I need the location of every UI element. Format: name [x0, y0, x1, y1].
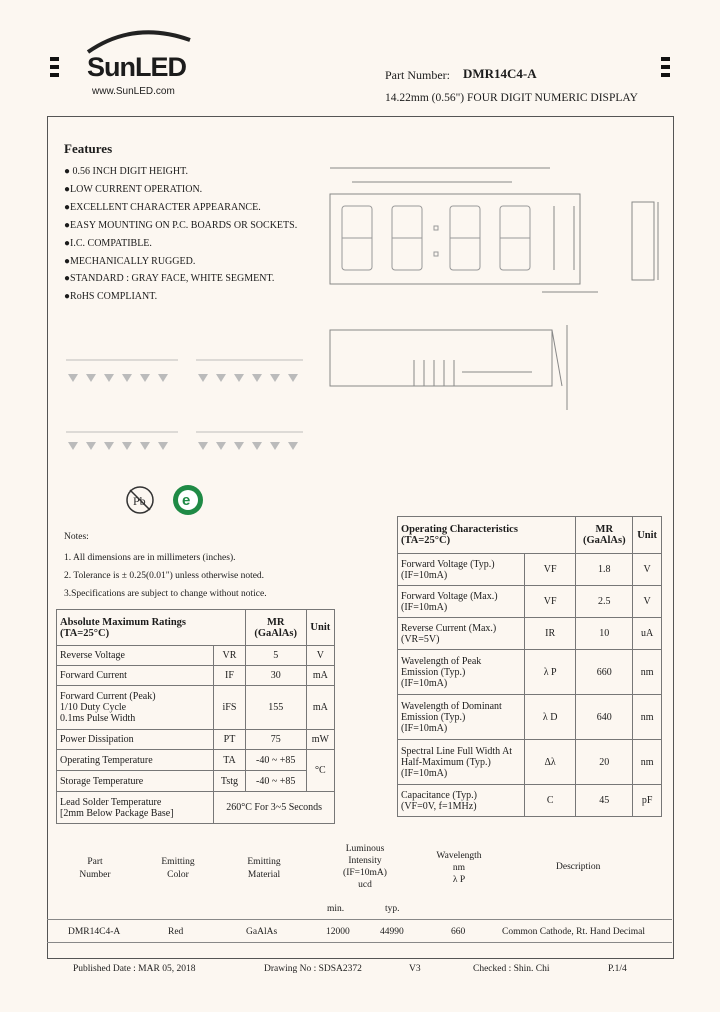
header-line: Part — [87, 857, 103, 867]
sel-typ: 44990 — [380, 927, 404, 937]
param-cell — [398, 695, 525, 740]
header-line: λ P — [452, 875, 466, 885]
table-row — [398, 740, 662, 785]
value-cell: 2.5 — [576, 586, 633, 618]
feature-item: ●EXCELLENT CHARACTER APPEARANCE. — [64, 201, 261, 213]
symbol-cell: λ P — [525, 650, 576, 695]
table-row — [57, 792, 335, 824]
header-line: Wavelength — [436, 851, 482, 861]
param-cell: Reverse Voltage — [57, 646, 214, 666]
param-cell: Power Dissipation — [57, 730, 214, 750]
param-cell — [398, 554, 525, 586]
table-row — [398, 650, 662, 695]
feature-item: ● 0.56 INCH DIGIT HEIGHT. — [64, 166, 188, 177]
sel-part-number: DMR14C4-A — [68, 927, 121, 937]
value-cell: 45 — [576, 785, 633, 817]
solder-label: [2mm Below Package Base] — [60, 807, 174, 819]
value-cell: 640 — [576, 695, 633, 740]
table-row — [57, 646, 335, 666]
symbol-cell: VR — [214, 646, 245, 666]
param-line: Forward Voltage (Max.) — [401, 590, 498, 602]
sel-header-description: Description — [556, 862, 601, 872]
sel-header-wavelength — [424, 850, 494, 886]
header-line: Material — [247, 870, 281, 880]
table-row — [57, 730, 335, 750]
feature-item: ●I.C. COMPATIBLE. — [64, 237, 152, 249]
notes-title: Notes: — [64, 532, 89, 542]
symbol-cell: IR — [525, 618, 576, 650]
table-row — [57, 686, 335, 730]
unit-cell: V — [633, 554, 662, 586]
param-cell: Storage Temperature — [57, 771, 214, 792]
op-char-condition: (TA=25°C) — [401, 535, 451, 546]
sel-header-material — [236, 856, 292, 882]
table-row — [57, 750, 335, 771]
param-line: (IF=10mA) — [401, 677, 448, 689]
table-row — [398, 785, 662, 817]
param-cell — [398, 740, 525, 785]
operating-characteristics-table — [397, 516, 662, 817]
param-line: Forward Current (Peak) — [60, 691, 156, 702]
param-cell — [398, 650, 525, 695]
symbol-cell: Tstg — [214, 771, 245, 792]
brand-logo-text: SunLED — [87, 52, 186, 82]
sel-color: Red — [168, 927, 184, 937]
param-cell — [398, 586, 525, 618]
symbol-cell: PT — [214, 730, 245, 750]
unit-cell: nm — [633, 650, 662, 695]
header-line: nm — [452, 863, 466, 873]
footer-page: P.1/4 — [608, 964, 627, 974]
param-line: Capacitance (Typ.) — [401, 789, 477, 801]
header-line: Number — [79, 870, 111, 880]
param-line: (IF=10mA) — [401, 722, 448, 734]
unit-cell: nm — [633, 740, 662, 785]
param-line: 1/10 Duty Cycle — [60, 702, 127, 713]
value-cell: 660 — [576, 650, 633, 695]
divider — [47, 942, 672, 943]
brand-url: www.SunLED.com — [92, 86, 175, 97]
param-line: Wavelength of Peak — [401, 655, 482, 667]
symbol-cell: λ D — [525, 695, 576, 740]
feature-item: ●RoHS COMPLIANT. — [64, 291, 158, 303]
product-subtitle: 14.22mm (0.56") FOUR DIGIT NUMERIC DISPLAY — [385, 92, 638, 104]
param-line: 0.1ms Pulse Width — [60, 713, 136, 724]
param-line: Half-Maximum (Typ.) — [401, 756, 491, 768]
note-item: 1. All dimensions are in millimeters (inches). — [64, 553, 236, 563]
sel-header-color — [150, 856, 206, 882]
value-cell: 10 — [576, 618, 633, 650]
param-line: Emission (Typ.) — [401, 711, 466, 723]
unit-cell: mA — [306, 666, 334, 686]
symbol-cell: Δλ — [525, 740, 576, 785]
symbol-cell: TA — [214, 750, 245, 771]
circuit-diagram — [58, 330, 308, 470]
header-line: Luminous — [345, 844, 385, 854]
abs-max-title: Absolute Maximum Ratings — [60, 616, 187, 628]
abs-max-col-mr: MR — [266, 616, 285, 628]
notes-list — [64, 549, 267, 603]
abs-max-col-mat: (GaAlAs) — [254, 627, 297, 639]
solder-label: Lead Solder Temperature — [60, 796, 162, 808]
header-line: ucd — [358, 880, 372, 890]
sel-header-typ: typ. — [385, 904, 400, 914]
note-item: 3.Specifications are subject to change without notice. — [64, 589, 267, 599]
op-char-col-mr: MR — [595, 524, 614, 535]
pb-free-icon — [124, 484, 156, 516]
value-cell: -40 ~ +85 — [245, 771, 306, 792]
abs-max-col-unit: Unit — [306, 610, 334, 646]
header-line: Emitting — [247, 857, 281, 867]
op-char-col-mat: (GaAlAs) — [583, 535, 626, 546]
feature-item: ●MECHANICALLY RUGGED. — [64, 255, 196, 267]
absolute-max-ratings-table — [56, 609, 335, 824]
sel-description: Common Cathode, Rt. Hand Decimal — [502, 927, 646, 937]
features-list — [64, 163, 297, 306]
sel-wavelength: 660 — [451, 927, 466, 937]
feature-item: ●EASY MOUNTING ON P.C. BOARDS OR SOCKETS. — [64, 219, 298, 231]
param-line: Emission (Typ.) — [401, 666, 466, 678]
unit-cell: nm — [633, 695, 662, 740]
op-char-title: Operating Characteristics — [401, 524, 518, 535]
table-row — [398, 586, 662, 618]
footer-checked: Checked : Shin. Chi — [473, 964, 550, 974]
header-line: Color — [167, 870, 189, 880]
param-cell — [398, 618, 525, 650]
symbol-cell: iFS — [214, 686, 245, 730]
table-row — [398, 618, 662, 650]
param-cell: Operating Temperature — [57, 750, 214, 771]
param-cell — [57, 686, 214, 730]
unit-cell: mA — [306, 686, 334, 730]
footer-version: V3 — [409, 964, 421, 974]
symbol-cell: IF — [214, 666, 245, 686]
param-line: (VR=5V) — [401, 633, 440, 645]
value-cell: 20 — [576, 740, 633, 785]
features-title: Features — [64, 141, 113, 156]
svg-text:Pb: Pb — [133, 494, 146, 508]
sel-header-min: min. — [327, 904, 345, 914]
unit-cell: V — [306, 646, 334, 666]
unit-cell: °C — [306, 750, 334, 792]
header-line: Emitting — [161, 857, 195, 867]
feature-item: ●LOW CURRENT OPERATION. — [64, 183, 203, 195]
feature-item: ●STANDARD : GRAY FACE, WHITE SEGMENT. — [64, 273, 275, 285]
table-row — [57, 771, 335, 792]
value-cell: 5 — [245, 646, 306, 666]
unit-cell: mW — [306, 730, 334, 750]
param-line: (IF=10mA) — [401, 601, 448, 613]
part-number-label: Part Number: — [385, 68, 450, 82]
param-line: Wavelength of Dominant — [401, 700, 502, 712]
value-cell: 155 — [245, 686, 306, 730]
footer-drawing: Drawing No : SDSA2372 — [264, 964, 362, 974]
param-line: Forward Voltage (Typ.) — [401, 558, 495, 570]
table-row — [57, 666, 335, 686]
value-cell: -40 ~ +85 — [245, 750, 306, 771]
table-row — [398, 695, 662, 740]
sel-min: 12000 — [326, 927, 350, 937]
unit-cell: pF — [633, 785, 662, 817]
param-line: (IF=10mA) — [401, 767, 448, 779]
param-line: (VF=0V, f=1MHz) — [401, 800, 477, 812]
abs-max-condition: (TA=25°C) — [60, 627, 110, 639]
unit-cell: uA — [633, 618, 662, 650]
sel-header-luminous — [330, 843, 400, 891]
symbol-cell: C — [525, 785, 576, 817]
edge-marks-left — [50, 57, 59, 81]
rohs-e-icon — [171, 483, 205, 517]
solder-value: 260°C For 3~5 Seconds — [214, 792, 335, 824]
value-cell: 30 — [245, 666, 306, 686]
param-line: Reverse Current (Max.) — [401, 622, 497, 634]
footer-published: Published Date : MAR 05, 2018 — [73, 964, 196, 974]
param-line: (IF=10mA) — [401, 569, 448, 581]
part-number: DMR14C4-A — [463, 66, 537, 81]
param-cell: Forward Current — [57, 666, 214, 686]
sel-header-part — [70, 856, 120, 882]
op-char-col-unit: Unit — [633, 517, 662, 554]
edge-marks-right — [661, 57, 670, 81]
package-dimension-drawing — [322, 160, 667, 410]
symbol-cell: VF — [525, 586, 576, 618]
unit-cell: V — [633, 586, 662, 618]
param-cell — [398, 785, 525, 817]
param-line: Spectral Line Full Width At — [401, 745, 513, 757]
divider — [47, 919, 672, 920]
value-cell: 75 — [245, 730, 306, 750]
sel-material: GaAlAs — [246, 927, 278, 937]
table-row — [398, 554, 662, 586]
svg-text:e: e — [182, 492, 191, 509]
header-line: Intensity — [348, 856, 382, 866]
symbol-cell: VF — [525, 554, 576, 586]
note-item: 2. Tolerance is ± 0.25(0.01") unless otherwise noted. — [64, 571, 265, 581]
header-line: (IF=10mA) — [343, 868, 387, 878]
value-cell: 1.8 — [576, 554, 633, 586]
param-cell — [57, 792, 214, 824]
